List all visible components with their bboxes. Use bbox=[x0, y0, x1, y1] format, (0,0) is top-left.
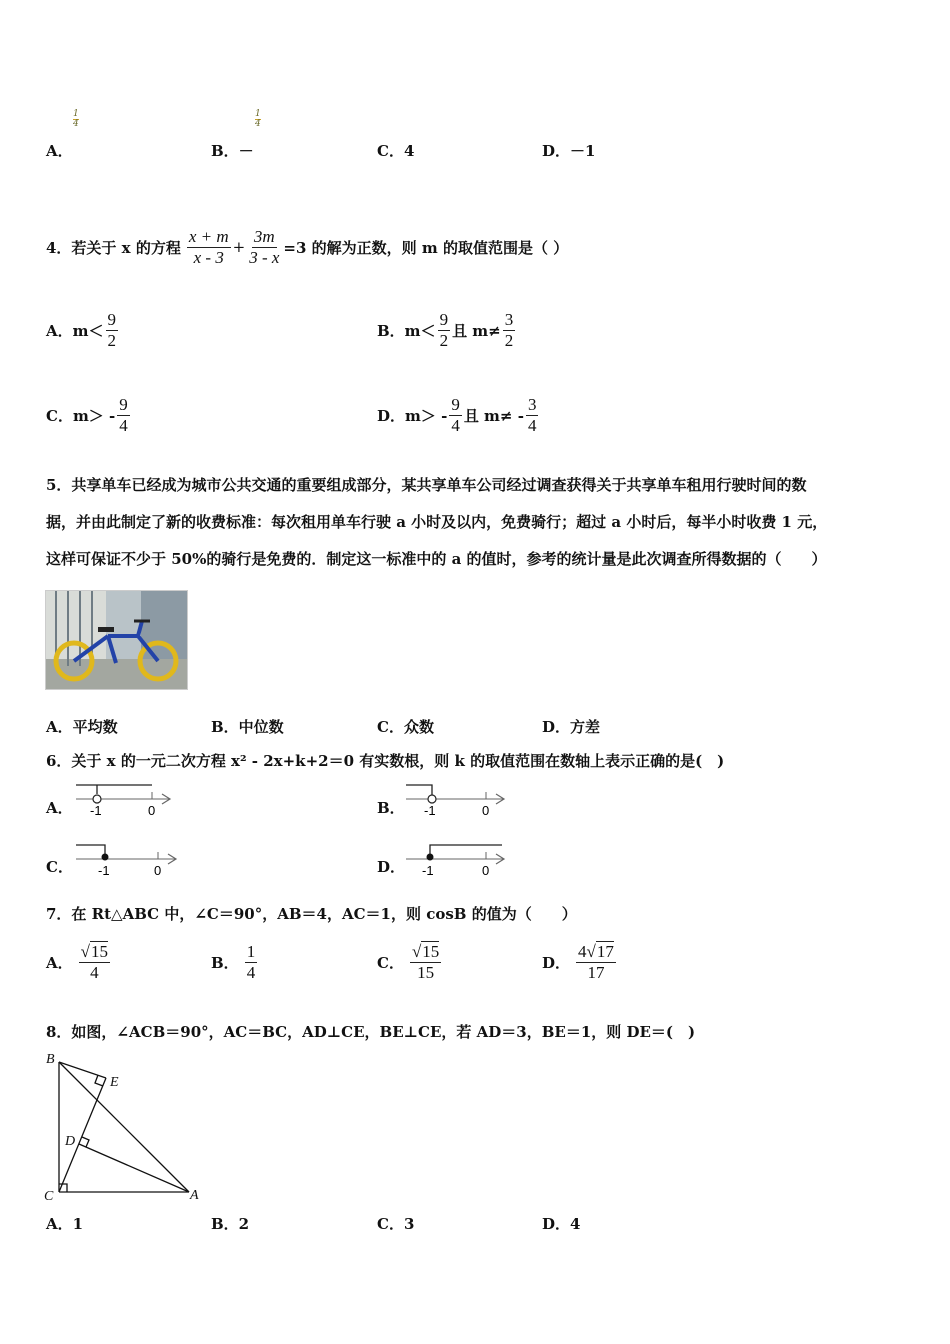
q8-label-e: E bbox=[110, 1075, 119, 1090]
q6-b-tick-zero: 0 bbox=[482, 803, 490, 818]
q3-option-b[interactable]: B．－ bbox=[211, 142, 254, 160]
q5-stem-line3: 这样可保证不少于 50%的骑行是免费的．制定这一标准中的 a 的值时，参考的统计量是此次调查所得数据的（ ） bbox=[46, 550, 827, 568]
q6-stem: 6．关于 x 的一元二次方程 x² - 2x+k+2＝0 有实数根，则 k 的取值范围在数轴上表示正确的是( ) bbox=[46, 752, 725, 770]
q3-option-d[interactable]: D．－1 bbox=[542, 142, 596, 160]
q7-option-c[interactable]: C． $\frac{√15}{15}$ bbox=[377, 941, 440, 982]
q6-option-d[interactable]: D． bbox=[377, 858, 406, 876]
q4-option-d[interactable]: D．m＞ - $\frac{9}{4}$ 且 m≠ - $\frac{3}{4}$ bbox=[377, 394, 537, 435]
q5-option-d[interactable]: D．方差 bbox=[542, 718, 601, 736]
q8-triangle-figure bbox=[42, 1048, 210, 1206]
q5-option-b[interactable]: B．中位数 bbox=[211, 718, 284, 736]
q3-option-c[interactable]: C．4 bbox=[377, 142, 415, 160]
q6-a-tick-zero: 0 bbox=[148, 803, 156, 818]
q3-option-a-fraction: 1 4 bbox=[73, 109, 79, 129]
q7-option-b[interactable]: B． $\frac{1}{4}$ bbox=[211, 941, 256, 982]
q6-option-a[interactable]: A． bbox=[46, 799, 73, 817]
q6-numberline-d bbox=[402, 840, 512, 880]
q3-option-a[interactable]: A． bbox=[46, 142, 73, 160]
q8-label-b: B bbox=[46, 1052, 55, 1067]
q5-option-a[interactable]: A．平均数 bbox=[46, 718, 118, 736]
q6-b-tick-neg: -1 bbox=[424, 803, 436, 818]
shared-bike-photo bbox=[45, 590, 188, 690]
q6-a-tick-neg: -1 bbox=[90, 803, 102, 818]
q8-label-c: C bbox=[44, 1189, 54, 1204]
q7-option-a[interactable]: A． $\frac{√15}{4}$ bbox=[46, 941, 108, 982]
q6-d-tick-neg: -1 bbox=[422, 863, 434, 878]
q8-option-d[interactable]: D．4 bbox=[542, 1215, 581, 1233]
q4-option-a[interactable]: A．m＜ $\frac{9}{2}$ bbox=[46, 309, 117, 350]
q6-numberline-c bbox=[72, 840, 184, 880]
q6-numberline-b bbox=[402, 780, 512, 820]
q6-c-tick-zero: 0 bbox=[154, 863, 162, 878]
q6-option-b[interactable]: B． bbox=[377, 799, 405, 817]
q8-stem: 8．如图，∠ACB＝90°，AC＝BC，AD⊥CE，BE⊥CE，若 AD＝3，BE＝1，则 DE＝( ) bbox=[46, 1023, 696, 1041]
q6-numberline-a bbox=[72, 780, 177, 820]
q8-option-c[interactable]: C．3 bbox=[377, 1215, 415, 1233]
q8-label-a: A bbox=[190, 1188, 199, 1203]
q4-stem: 4．若关于 x 的方程 $\frac{x + m}{x - 3}$ + $\frac{3m}{3 - x}$ =3 的解为正数，则 m 的取值范围是（ ） bbox=[46, 226, 569, 267]
q7-stem: 7．在 Rt△ABC 中，∠C＝90°，AB＝4，AC＝1，则 cosB 的值为（ ） bbox=[46, 905, 577, 923]
q7-option-d[interactable]: D． $\frac{4√17}{17}$ bbox=[542, 941, 614, 982]
q6-c-tick-neg: -1 bbox=[98, 863, 110, 878]
q6-option-c[interactable]: C． bbox=[46, 858, 73, 876]
q4-option-b[interactable]: B．m＜ $\frac{9}{2}$ 且 m≠ $\frac{3}{2}$ bbox=[377, 309, 514, 350]
q8-label-d: D bbox=[65, 1134, 76, 1149]
q4-option-c[interactable]: C．m＞ - $\frac{9}{4}$ bbox=[46, 394, 128, 435]
q8-option-a[interactable]: A．1 bbox=[46, 1215, 84, 1233]
q5-stem-line1: 5．共享单车已经成为城市公共交通的重要组成部分，某共享单车公司经过调查获得关于共享单车租用行驶时间的数 bbox=[46, 476, 807, 494]
q5-option-c[interactable]: C．众数 bbox=[377, 718, 434, 736]
q8-option-b[interactable]: B．2 bbox=[211, 1215, 250, 1233]
q6-d-tick-zero: 0 bbox=[482, 863, 490, 878]
q5-stem-line2: 据，并由此制定了新的收费标准：每次租用单车行驶 a 小时及以内，免费骑行；超过 a 小时后，每半小时收费 1 元， bbox=[46, 513, 828, 531]
q3-option-b-fraction: 1 4 bbox=[255, 109, 261, 129]
